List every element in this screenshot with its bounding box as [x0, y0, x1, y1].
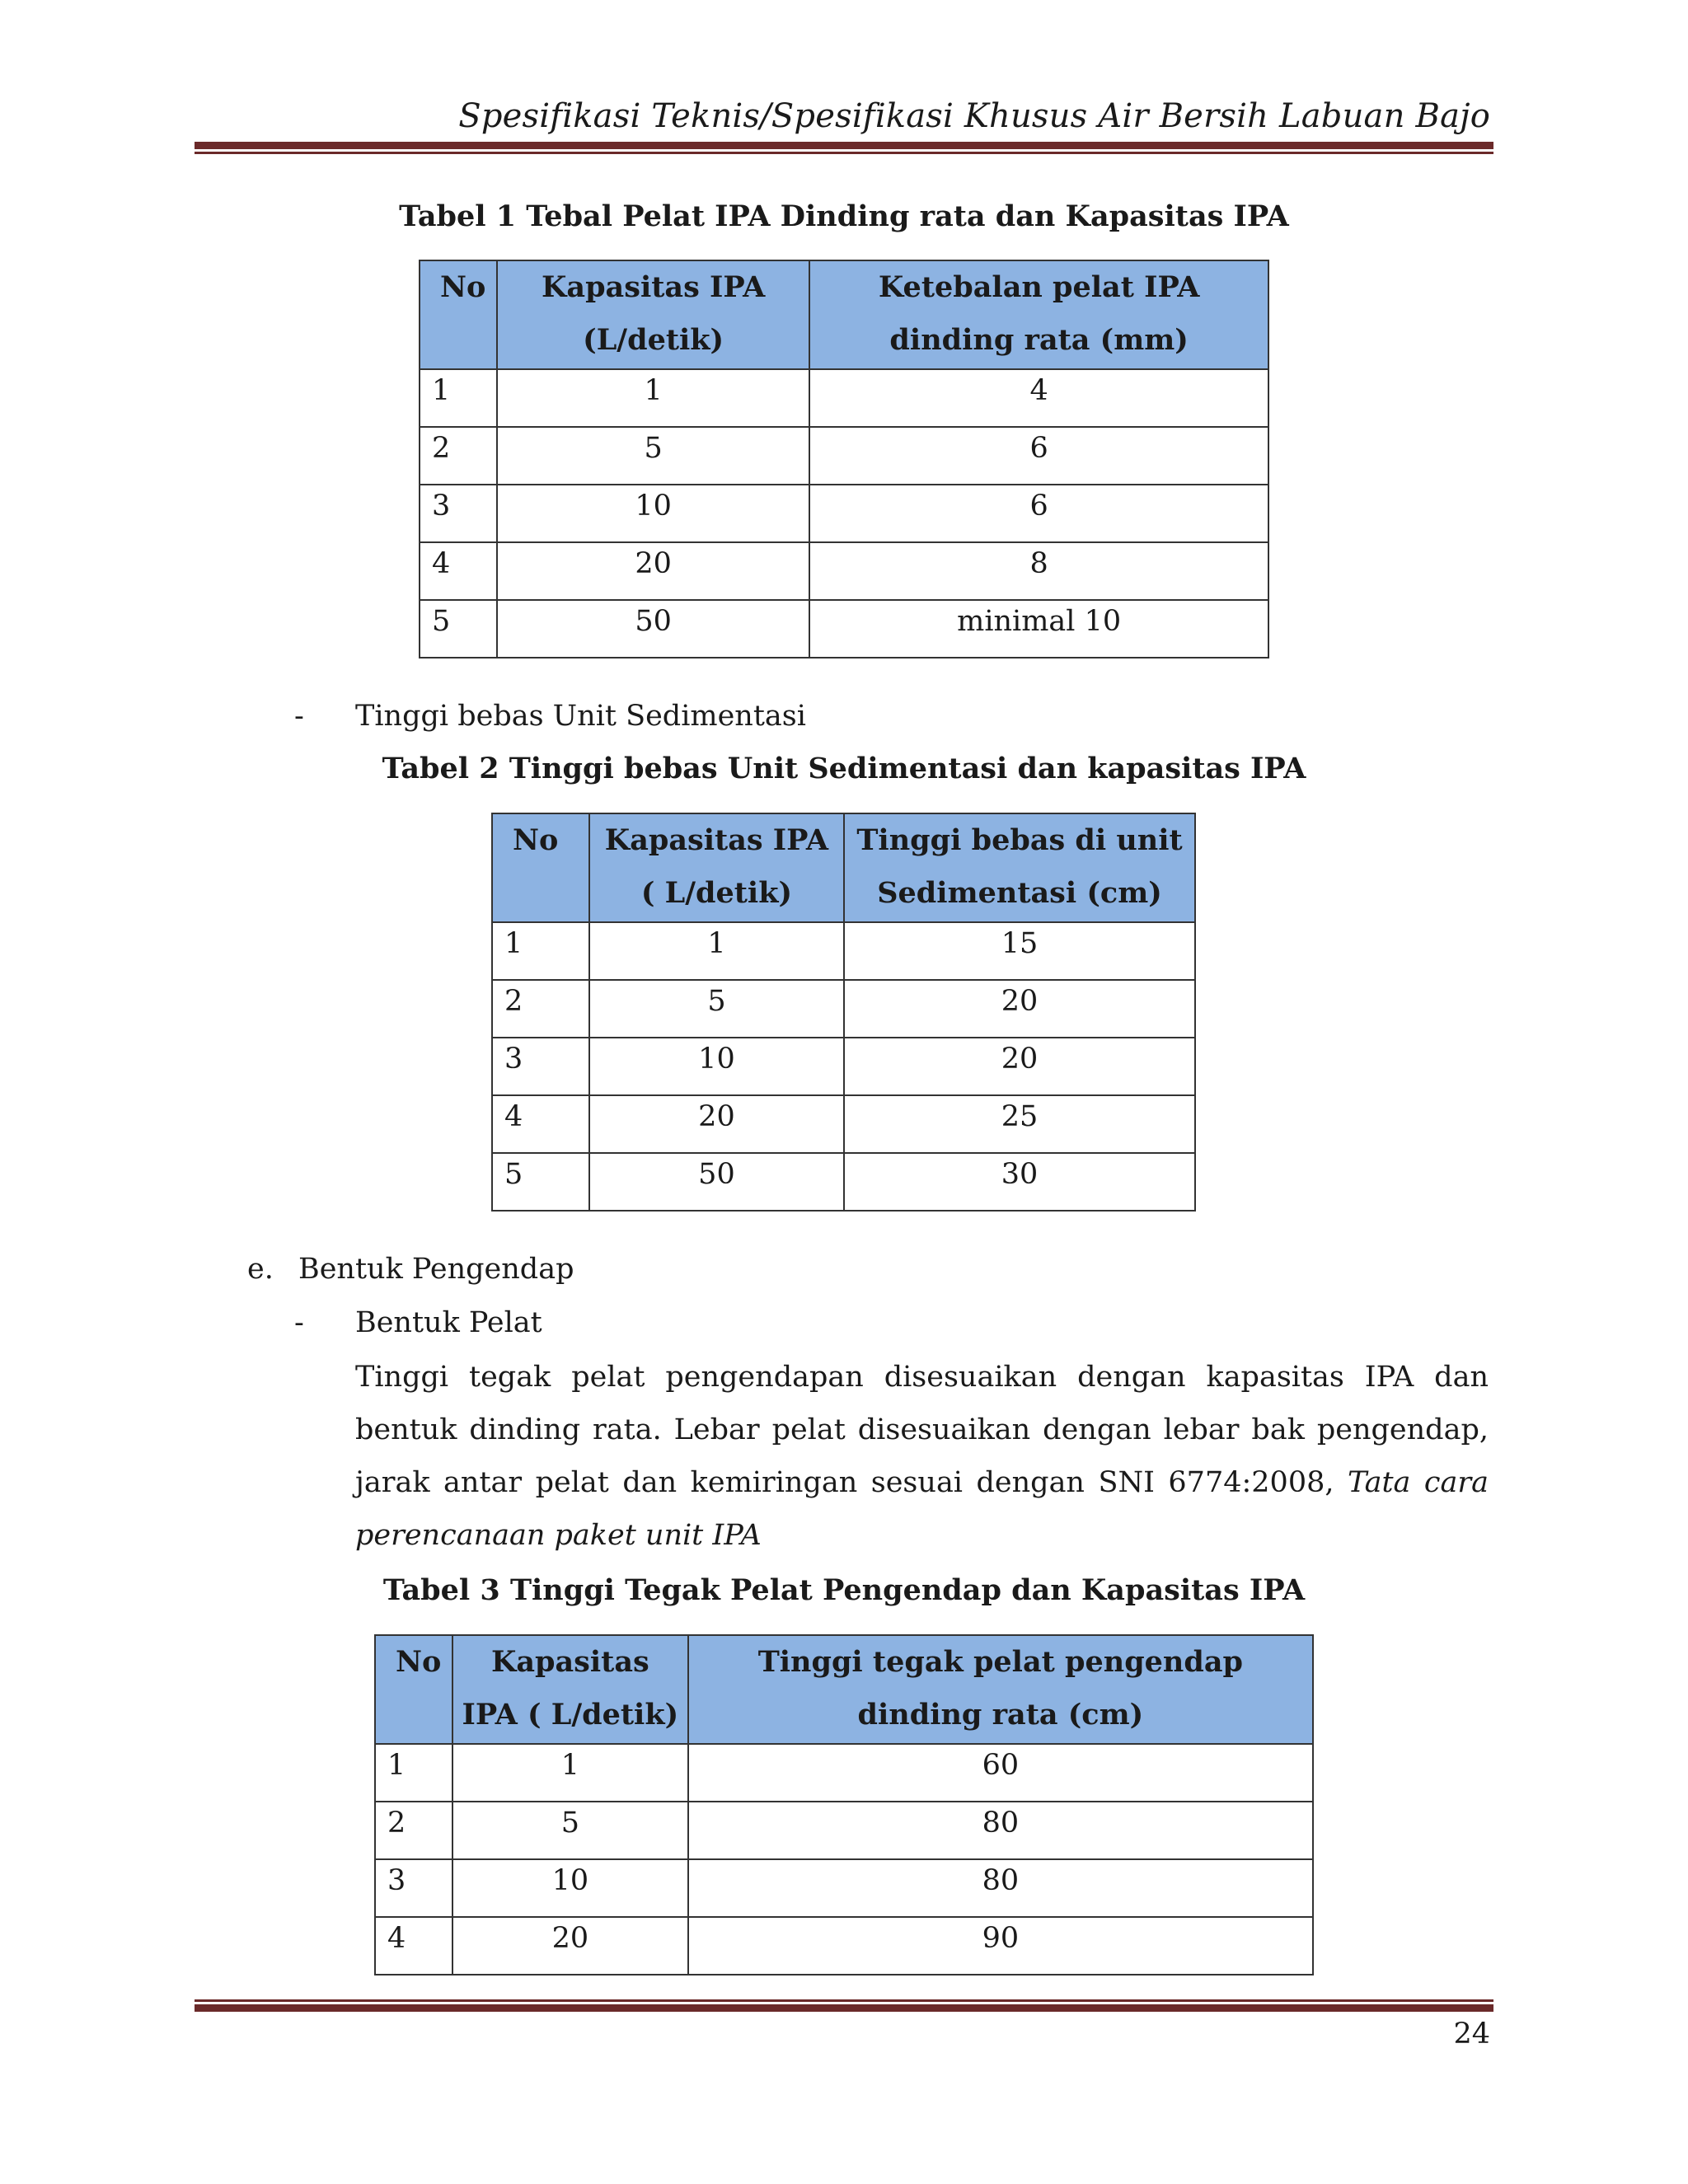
table-cell: 50 — [497, 600, 809, 658]
table-row — [375, 1859, 1313, 1917]
table-cell: 6 — [809, 427, 1268, 485]
table-cell: 8 — [809, 542, 1268, 600]
bullet-dash: - — [294, 700, 304, 733]
table-cell: 20 — [844, 1038, 1195, 1095]
column-header-kapasitas: Kapasitas IPA ( L/detik) — [452, 1635, 688, 1744]
table-cell: 4 — [420, 542, 497, 600]
table-row — [492, 1095, 1195, 1153]
table-header-row — [492, 813, 1195, 922]
column-header-ketebalan: Ketebalan pelat IPA dinding rata (mm) — [809, 260, 1268, 369]
column-header-no: No — [375, 1635, 452, 1744]
table-cell: 15 — [844, 922, 1195, 980]
column-header-kapasitas: Kapasitas IPA (L/detik) — [497, 260, 809, 369]
paragraph-italic-reference: Tata cara perencanaan paket unit IPA — [355, 1466, 1489, 1552]
table-cell: 3 — [492, 1038, 589, 1095]
table-row — [375, 1917, 1313, 1975]
table-cell: 5 — [497, 427, 809, 485]
table-cell: 1 — [420, 369, 497, 427]
table-cell: 1 — [492, 922, 589, 980]
table-cell: 80 — [688, 1859, 1313, 1917]
table-row — [375, 1802, 1313, 1859]
table-cell: 1 — [589, 922, 844, 980]
table-row — [420, 600, 1268, 658]
column-header-tinggi-bebas: Tinggi bebas di unit Sedimentasi (cm) — [844, 813, 1195, 922]
table3 — [374, 1634, 1314, 1975]
table2-body — [492, 922, 1195, 1211]
table3-body — [375, 1744, 1313, 1975]
table1-caption: Tabel 1 Tebal Pelat IPA Dinding rata dan Kapasitas IPA — [399, 199, 1289, 233]
bullet-text-tinggi-bebas: Tinggi bebas Unit Sedimentasi — [355, 700, 806, 733]
column-header-tinggi-tegak: Tinggi tegak pelat pengendap dinding rata (cm) — [688, 1635, 1313, 1744]
table-row — [492, 922, 1195, 980]
table-cell: 2 — [375, 1802, 452, 1859]
table2-caption: Tabel 2 Tinggi bebas Unit Sedimentasi dan kapasitas IPA — [382, 752, 1306, 785]
table-cell: 10 — [589, 1038, 844, 1095]
table-cell: 50 — [589, 1153, 844, 1211]
header-rule — [195, 142, 1493, 154]
table-cell: 90 — [688, 1917, 1313, 1975]
table-header-row — [375, 1635, 1313, 1744]
column-header-no: No — [420, 260, 497, 369]
bullet-text-bentuk-pelat: Bentuk Pelat — [355, 1306, 542, 1339]
table-row — [492, 1038, 1195, 1095]
table-header-row — [420, 260, 1268, 369]
table-row — [420, 427, 1268, 485]
table-row — [420, 485, 1268, 542]
table-cell: 1 — [497, 369, 809, 427]
paragraph-text: Tinggi tegak pelat pengendapan disesuaikan dengan kapasitas IPA dan bentuk dinding rata. Lebar pelat disesuaikan dengan lebar bak pengendap, jarak antar pelat dan kemiringan sesuai dengan SNI 6774:2008, — [355, 1361, 1489, 1499]
footer-rule — [195, 1999, 1493, 2012]
table-cell: 2 — [492, 980, 589, 1038]
table-cell: 5 — [492, 1153, 589, 1211]
table-cell: 60 — [688, 1744, 1313, 1802]
table-cell: 20 — [589, 1095, 844, 1153]
table-cell: 3 — [375, 1859, 452, 1917]
table-cell: 2 — [420, 427, 497, 485]
table-cell: 80 — [688, 1802, 1313, 1859]
table-cell: 30 — [844, 1153, 1195, 1211]
table-cell: 1 — [452, 1744, 688, 1802]
table1 — [419, 260, 1269, 658]
table-cell: 1 — [375, 1744, 452, 1802]
table1-body — [420, 369, 1268, 658]
table-cell: 4 — [809, 369, 1268, 427]
table3-caption: Tabel 3 Tinggi Tegak Pelat Pengendap dan Kapasitas IPA — [382, 1573, 1306, 1607]
table-cell: 5 — [452, 1802, 688, 1859]
table-row — [420, 369, 1268, 427]
table-cell: 3 — [420, 485, 497, 542]
table-cell: 20 — [497, 542, 809, 600]
table-cell: 6 — [809, 485, 1268, 542]
table-cell: 20 — [452, 1917, 688, 1975]
table-cell: 4 — [492, 1095, 589, 1153]
section-e-marker: e. — [247, 1253, 274, 1286]
table-row — [375, 1744, 1313, 1802]
running-header-title: Spesifikasi Teknis/Spesifikasi Khusus Air Bersih Labuan Bajo — [458, 97, 1490, 135]
column-header-no: No — [492, 813, 589, 922]
table-row — [492, 980, 1195, 1038]
table-cell: 25 — [844, 1095, 1195, 1153]
table-cell: minimal 10 — [809, 600, 1268, 658]
table-cell: 5 — [420, 600, 497, 658]
table-cell: 20 — [844, 980, 1195, 1038]
table2 — [491, 813, 1196, 1212]
table-cell: 5 — [589, 980, 844, 1038]
bullet-dash: - — [294, 1306, 304, 1339]
table-row — [492, 1153, 1195, 1211]
page-number: 24 — [1453, 2018, 1490, 2050]
paragraph-bentuk-pelat — [355, 1351, 1489, 1562]
table-cell: 4 — [375, 1917, 452, 1975]
table-row — [420, 542, 1268, 600]
column-header-kapasitas: Kapasitas IPA ( L/detik) — [589, 813, 844, 922]
table-cell: 10 — [497, 485, 809, 542]
table-cell: 10 — [452, 1859, 688, 1917]
section-e-title: Bentuk Pengendap — [298, 1253, 574, 1286]
